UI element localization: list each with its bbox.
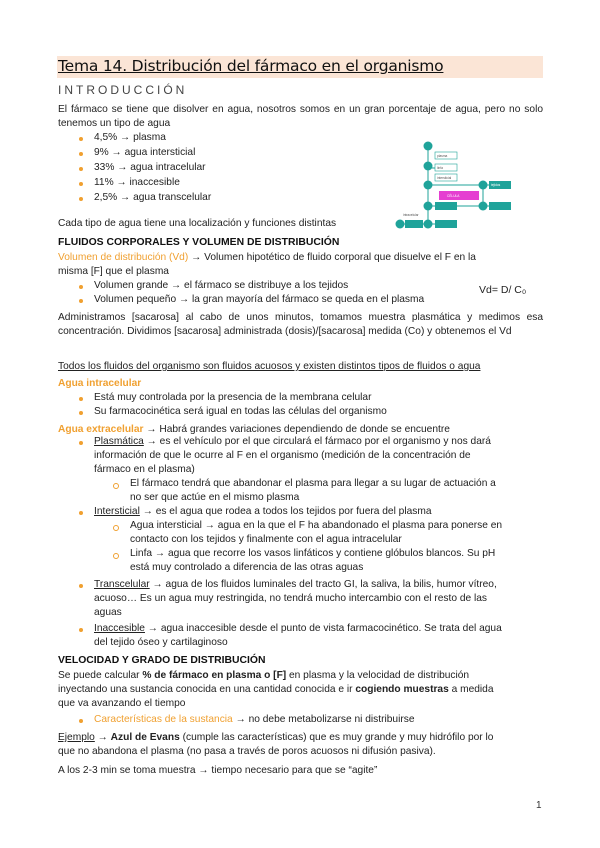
sub-bullet: [113, 525, 119, 531]
velocidad-line: [58, 683, 494, 697]
diagram-box: [405, 220, 423, 228]
diagram-label: intersticial: [437, 176, 452, 180]
page-title: Tema 14. Distribución del fármaco en el organismo: [58, 57, 444, 75]
velocidad-bold: % de fármaco en plasma o [F]: [142, 670, 287, 681]
diagram-box: [435, 202, 457, 210]
all-fluids-statement: Todos los fluidos del organismo son fluidos acuosos y existen distintos tipos de fluidos o agua: [58, 361, 481, 372]
transcelular-text: → agua de los fluidos luminales del tracto GI, la saliva, la bilis, humor vítreo,: [149, 579, 497, 590]
velocidad-text: inyectando una sustancia conocida en una cantidad conocida e ir: [58, 684, 356, 695]
plasmatica-sub: El fármaco tendrá que abandonar el plasma para llegar a su lugar de actuación a: [130, 478, 496, 489]
transcelular-line: [94, 578, 497, 592]
intro-paragraph: El fármaco se tiene que disolver en agua, nosotros somos en un gran porcentaje de agua, pero no solo tenemos un tipo de agua: [58, 104, 543, 129]
velocidad-bold: cogiendo muestras: [355, 684, 449, 695]
linfa-sub: Linfa → agua que recorre los vasos linfáticos y contiene glóbulos blancos. Su pH: [130, 548, 496, 559]
node-circle: [424, 220, 433, 229]
sustancia-term: Características de la sustancia: [94, 714, 233, 725]
bullet-dot: [79, 719, 83, 723]
plasmatica-line: [94, 435, 491, 449]
node-circle: [424, 202, 433, 211]
plasmatica-sub: no ser que actúe en el mismo plasma: [130, 492, 300, 503]
intersticial-line: [94, 505, 432, 519]
node-circle: [424, 162, 433, 171]
intersticial-sub: contacto con los tejidos y finalmente con el agua intracelular: [130, 534, 402, 545]
node-circle: [424, 181, 433, 190]
vd-def-text: → Volumen hipotético de fluido corporal que disuelve el F en la: [188, 252, 476, 263]
diagram-label: CÉLULA: [447, 194, 460, 198]
node-circle: [479, 202, 488, 211]
fluid-compartments-diagram: [395, 138, 530, 232]
plasmatica-line: fármaco en el plasma): [94, 464, 195, 475]
velocidad-text: a medida: [448, 684, 494, 695]
inaccesible-text: → agua inaccesible desde el punto de vista farmacocinético. Se trata del agua: [144, 623, 502, 634]
linfa-sub: está muy controlado a diferencia de las otras aguas: [130, 562, 364, 573]
transcelular-line: acuoso… Es un agua muy restringida, no tendrá mucho intercambio con el resto de las: [94, 593, 487, 604]
bullet-dot: [79, 584, 83, 588]
plasmatica-text: → es el vehículo por el que circulará el fármaco por el organismo y nos dará: [143, 436, 491, 447]
bullet-dot: [79, 299, 83, 303]
water-type-item: 2,5% → agua transcelular: [94, 192, 212, 203]
vd-item: Volumen grande → el fármaco se distribuye a los tejidos: [94, 280, 349, 291]
node-circle: [424, 142, 433, 151]
diagram-label: tejidos: [491, 183, 501, 187]
ejemplo-text: (cumple las características) que es muy grande y muy hidrófilo por lo: [179, 732, 494, 743]
intersticial-text: → es el agua que rodea a todos los tejidos por fuera del plasma: [139, 506, 432, 517]
extracelular-desc: → Habrá grandes variaciones dependiendo de donde se encuentre: [143, 424, 450, 435]
transcelular-term: Transcelular: [94, 579, 150, 590]
vd-formula: Vd= D/ C₀: [479, 284, 527, 296]
section-velocidad-title: VELOCIDAD Y GRADO DE DISTRIBUCIÓN: [58, 655, 266, 666]
bullet-dot: [79, 167, 83, 171]
section-fluidos-title: FLUIDOS CORPORALES Y VOLUMEN DE DISTRIBUCIÓN: [58, 237, 340, 248]
water-type-item: 4,5% → plasma: [94, 132, 166, 143]
diagram-box: [435, 220, 457, 228]
bullet-dot: [79, 285, 83, 289]
bullet-dot: [79, 411, 83, 415]
inaccesible-line: [94, 622, 502, 636]
bullet-dot: [79, 511, 83, 515]
diagram-label: linfa: [437, 166, 443, 170]
ejemplo-line: [58, 731, 493, 745]
velocidad-text: Se puede calcular: [58, 670, 143, 681]
sustancia-line: [94, 713, 415, 727]
vd-item: Volumen pequeño → la gran mayoría del fármaco se queda en el plasma: [94, 294, 425, 305]
diagram-label: plasma: [437, 154, 448, 158]
water-note: Cada tipo de agua tiene una localización y funciones distintas: [58, 218, 337, 229]
water-type-item: 33% → agua intracelular: [94, 162, 206, 173]
intro-heading: INTRODUCCIÓN: [58, 83, 188, 97]
plasmatica-line: información de que le ocurre al F en el organismo (medición de la concentración de: [94, 450, 471, 461]
page-number: 1: [536, 800, 542, 811]
intracelular-item: Está muy controlada por la presencia de la membrana celular: [94, 392, 372, 403]
bullet-dot: [79, 152, 83, 156]
bullet-dot: [79, 628, 83, 632]
node-circle: [396, 220, 405, 229]
ejemplo-arrow: →: [94, 732, 111, 743]
inaccesible-line: del tejido óseo y cartilaginoso: [94, 637, 228, 648]
ejemplo-line: que no abandona el plasma (no pasa a través de poros acuosos ni difusión pasiva).: [58, 746, 436, 757]
water-type-item: 9% → agua intersticial: [94, 147, 196, 158]
bullet-dot: [79, 397, 83, 401]
vd-definition: [58, 251, 476, 265]
diagram-box: [489, 202, 511, 210]
intracelular-item: Su farmacocinética será igual en todas las células del organismo: [94, 406, 387, 417]
admin-paragraph: Administramos [sacarosa] al cabo de unos minutos, tomamos muestra plasmática y medimos esa concentración. Dividimos [sacarosa] administrada (dosis)/[sacarosa] medida (Co) y obtenemos el Vd: [58, 312, 543, 337]
bullet-dot: [79, 137, 83, 141]
velocidad-line: que va avanzando el tiempo: [58, 698, 186, 709]
node-circle: [479, 181, 488, 190]
velocidad-text: en plasma y la velocidad de distribución: [286, 670, 470, 681]
plasmatica-term: Plasmática: [94, 436, 144, 447]
water-type-item: 11% → inaccesible: [94, 177, 180, 188]
inaccesible-term: Inaccesible: [94, 623, 145, 634]
sub-bullet: [113, 553, 119, 559]
final-note: A los 2-3 min se toma muestra → tiempo necesario para que se “agite”: [58, 765, 378, 776]
extracelular-heading: Agua extracelular: [58, 424, 144, 435]
ejemplo-term: Ejemplo: [58, 732, 95, 743]
transcelular-line: aguas: [94, 607, 122, 618]
vd-term: Volumen de distribución (Vd): [58, 252, 189, 263]
intersticial-sub: Agua intersticial → agua en la que el F ha abandonado el plasma para ponerse en: [130, 520, 503, 531]
intracelular-heading: Agua intracelular: [58, 378, 142, 389]
ejemplo-name: Azul de Evans: [110, 732, 180, 743]
bullet-dot: [79, 197, 83, 201]
velocidad-line: [58, 669, 469, 683]
bullet-dot: [79, 441, 83, 445]
diagram-label: intracelular: [403, 213, 419, 217]
sustancia-text: → no debe metabolizarse ni distribuirse: [232, 714, 415, 725]
intersticial-term: Intersticial: [94, 506, 140, 517]
vd-definition-cont: misma [F] que el plasma: [58, 266, 169, 277]
sub-bullet: [113, 483, 119, 489]
bullet-dot: [79, 182, 83, 186]
